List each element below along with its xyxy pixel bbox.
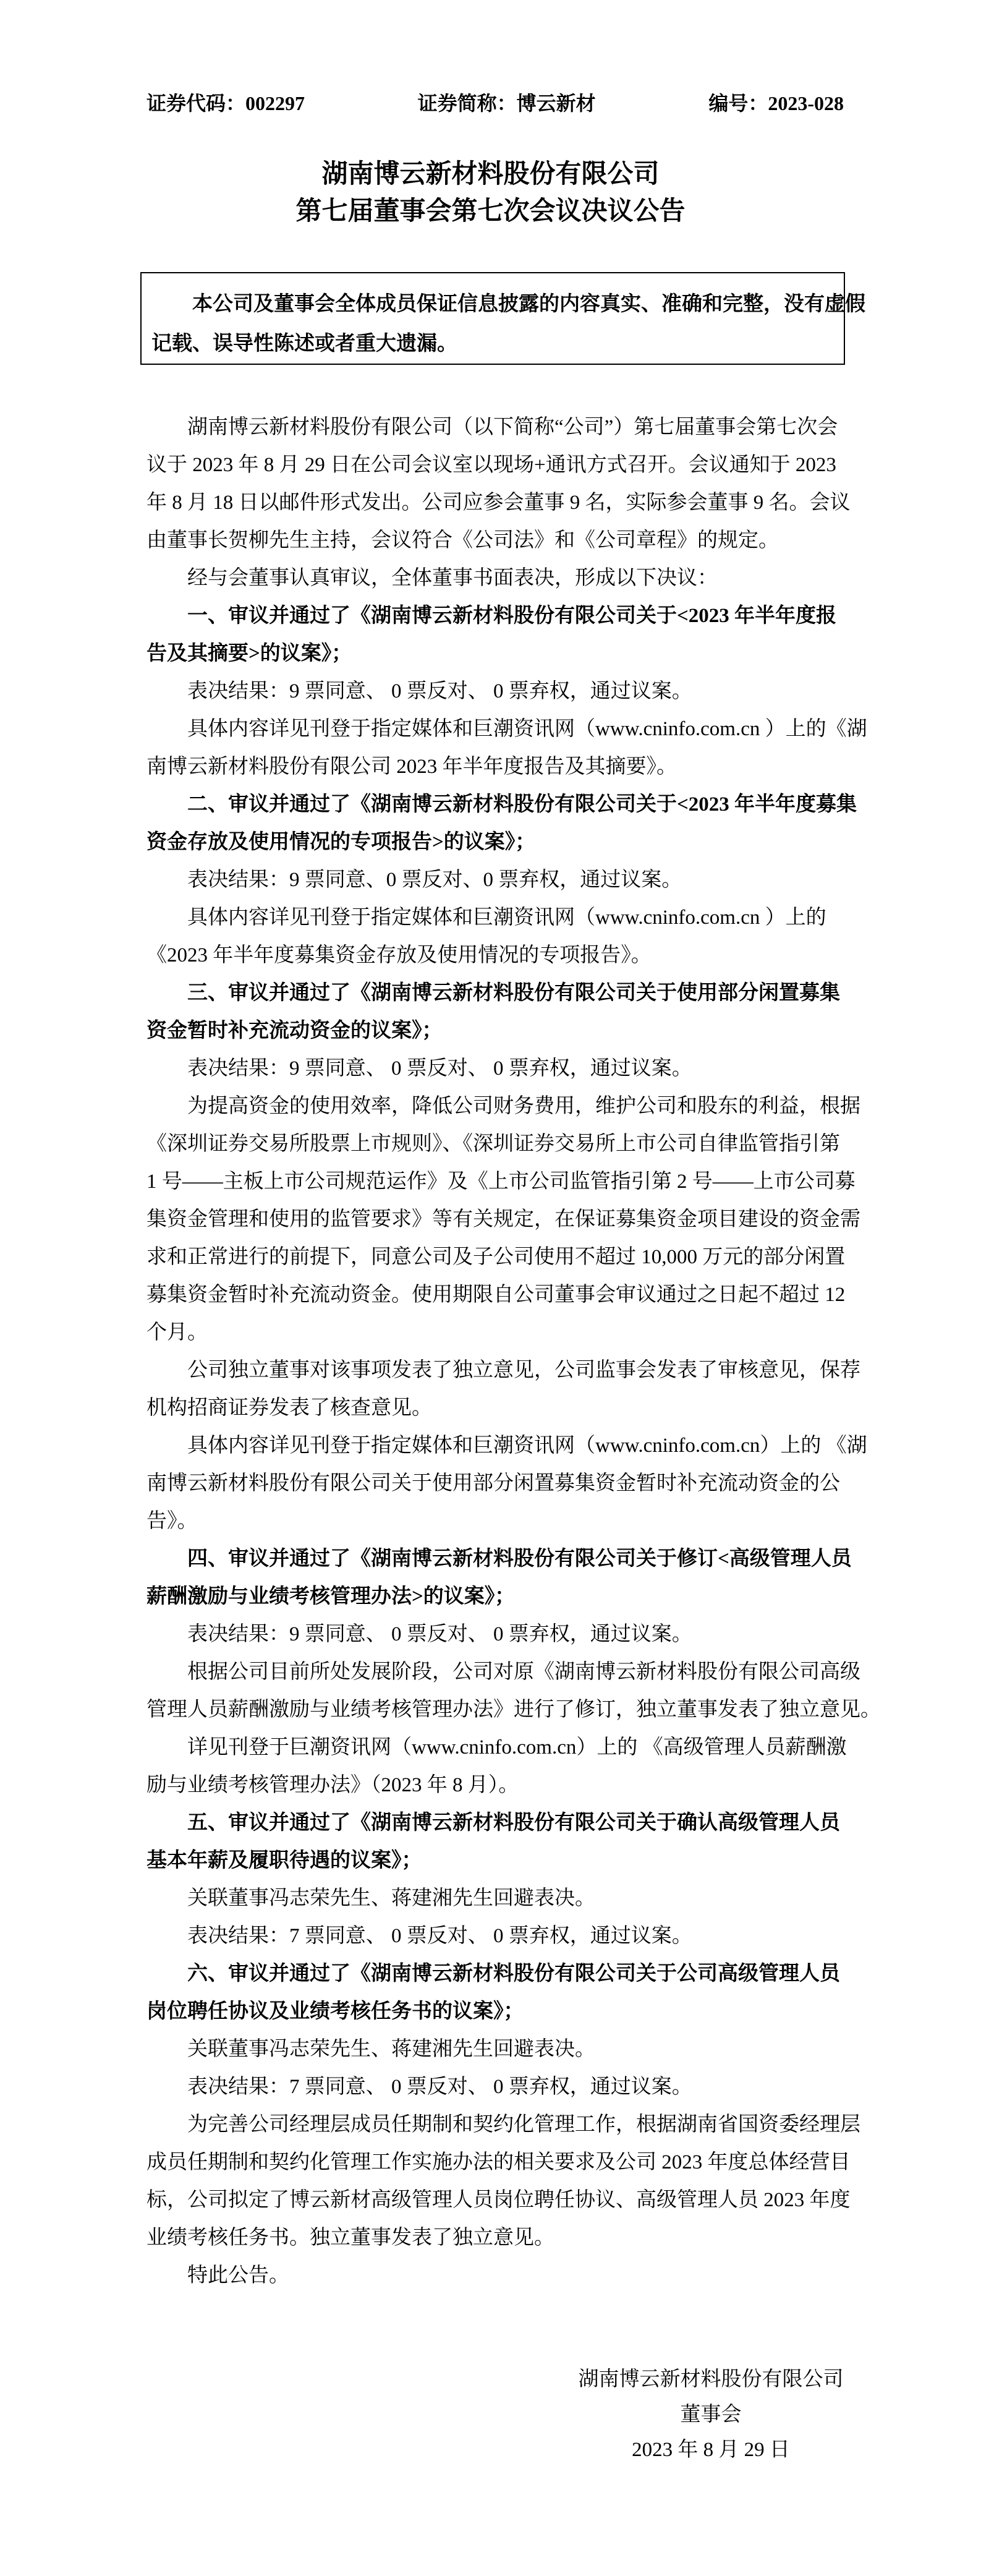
body-line: 成员任期制和契约化管理工作实施办法的相关要求及公司 2023 年度总体经营目: [147, 2151, 851, 2173]
body-line: 1 号——主板上市公司规范运作》及《上市公司监管指引第 2 号——上市公司募: [147, 1171, 856, 1193]
body-line: 募集资金暂时补充流动资金。使用期限自公司董事会审议通过之日起不超过 12: [147, 1284, 846, 1306]
body-line: 湖南博云新材料股份有限公司（以下简称“公司”）第七届董事会第七次会: [187, 416, 838, 438]
body-line: 《2023 年半年度募集资金存放及使用情况的专项报告》。: [147, 944, 652, 966]
body-paragraph: [147, 1653, 881, 1729]
body-paragraph: [147, 1955, 842, 2031]
body-paragraph: [147, 975, 842, 1050]
body-paragraph: [147, 597, 842, 673]
body-line: 五、审议并通过了《湖南博云新材料股份有限公司关于确认高级管理人员: [187, 1812, 840, 1834]
body-paragraph: [147, 1729, 847, 1804]
stock-short-name: 证券简称：博云新材: [417, 92, 596, 114]
body-line: 年 8 月 18 日以邮件形式发出。公司应参会董事 9 名，实际参会董事 9 名。会议: [147, 492, 851, 514]
body-line: 二、审议并通过了《湖南博云新材料股份有限公司关于<2023 年半年度募集: [187, 793, 857, 816]
document-header: [147, 88, 844, 116]
body-paragraph: [147, 560, 842, 597]
signature-company: 湖南博云新材料股份有限公司: [578, 2368, 844, 2390]
body-paragraph: [147, 2106, 860, 2257]
body-paragraph: [147, 409, 851, 560]
body-paragraph: [147, 673, 842, 710]
page-title-company: 湖南博云新材料股份有限公司: [321, 160, 660, 189]
body-line: 告及其摘要>的议案》；: [147, 642, 352, 665]
signature-block: [575, 2362, 847, 2468]
body-paragraph: [147, 1616, 842, 1653]
body-line: 详见刊登于巨潮资讯网（www.cninfo.com.cn）上的 《高级管理人员薪酬激: [187, 1736, 847, 1759]
body-line: 南博云新材料股份有限公司 2023 年半年度报告及其摘要》。: [147, 756, 677, 778]
body-line: 经与会董事认真审议，全体董事书面表决，形成以下决议：: [187, 567, 718, 589]
body: [147, 409, 881, 2295]
body-line: 资金存放及使用情况的专项报告>的议案》；: [147, 831, 536, 853]
body-line: 表决结果：9 票同意、 0 票反对、 0 票弃权，通过议案。: [187, 1623, 692, 1645]
body-paragraph: [147, 899, 842, 975]
body-paragraph: [147, 1880, 842, 1917]
body-line: 求和正常进行的前提下，同意公司及子公司使用不超过 10,000 万元的部分闲置: [147, 1246, 846, 1268]
body-line: 岗位聘任协议及业绩考核任务书的议案》；: [147, 2000, 524, 2023]
body-line: 基本年薪及履职待遇的议案》；: [147, 1849, 422, 1872]
body-paragraph: [147, 861, 842, 899]
body-paragraph: [147, 1427, 867, 1540]
body-line: 励与业绩考核管理办法》（2023 年 8 月）。: [147, 1774, 519, 1796]
body-line: 资金暂时补充流动资金的议案》；: [147, 1020, 443, 1042]
body-line: 表决结果：9 票同意、 0 票反对、 0 票弃权，通过议案。: [187, 1057, 692, 1080]
body-line: 南博云新材料股份有限公司关于使用部分闲置募集资金暂时补充流动资金的公: [147, 1472, 840, 1495]
stock-code: 证券代码：002297: [147, 92, 305, 114]
body-line: 三、审议并通过了《湖南博云新材料股份有限公司关于使用部分闲置募集: [187, 982, 840, 1004]
body-line: 《深圳证券交易所股票上市规则》、《深圳证券交易所上市公司自律监管指引第: [147, 1133, 840, 1155]
body-paragraph: [147, 2031, 842, 2068]
body-line: 告》。: [147, 1510, 198, 1532]
body-line: 关联董事冯志荣先生、蒋建湘先生回避表决。: [187, 2038, 595, 2060]
disclaimer-line: 本公司及董事会全体成员保证信息披露的内容真实、准确和完整，没有虚假: [192, 293, 865, 315]
page-title-meeting: 第七届董事会第七次会议决议公告: [295, 197, 686, 226]
body-line: 根据公司目前所处发展阶段，公司对原《湖南博云新材料股份有限公司高级: [187, 1661, 860, 1683]
body-line: 表决结果：7 票同意、 0 票反对、 0 票弃权，通过议案。: [187, 2076, 692, 2098]
body-line: 为提高资金的使用效率，降低公司财务费用，维护公司和股东的利益，根据: [187, 1095, 860, 1117]
body-paragraph: [147, 1917, 842, 1955]
body-line: 业绩考核任务书。独立董事发表了独立意见。: [147, 2227, 554, 2249]
body-line: 公司独立董事对该事项发表了独立意见，公司监事会发表了审核意见，保荐: [187, 1359, 860, 1381]
signature-board: 董事会: [680, 2403, 742, 2426]
disclaimer-line: 记载、误导性陈述或者重大遗漏。: [151, 333, 457, 355]
body-line: 标，公司拟定了博云新材高级管理人员岗位聘任协议、高级管理人员 2023 年度: [147, 2189, 851, 2211]
body-paragraph: [147, 1804, 842, 1880]
body-paragraph: [147, 1540, 852, 1616]
doc-number: 编号：2023-028: [708, 92, 844, 114]
body-line: 议于 2023 年 8 月 29 日在公司会议室以现场+通讯方式召开。会议通知于 2023: [147, 454, 836, 476]
body-line: 表决结果：9 票同意、0 票反对、0 票弃权，通过议案。: [187, 869, 682, 891]
body-line: 具体内容详见刊登于指定媒体和巨潮资讯网（www.cninfo.com.cn）上的 《湖: [187, 1435, 867, 1457]
body-paragraph: [147, 1050, 842, 1088]
body-line: 集资金管理和使用的监管要求》等有关规定，在保证募集资金项目建设的资金需: [147, 1208, 860, 1230]
disclaimer-box: [140, 272, 865, 365]
body-paragraph: [147, 786, 857, 861]
body-line: 六、审议并通过了《湖南博云新材料股份有限公司关于公司高级管理人员: [187, 1963, 840, 1985]
body-line: 表决结果：7 票同意、 0 票反对、 0 票弃权，通过议案。: [187, 1925, 692, 1947]
body-line: 薪酬激励与业绩考核管理办法>的议案》；: [147, 1585, 516, 1608]
body-paragraph: [147, 2257, 842, 2295]
body-line: 具体内容详见刊登于指定媒体和巨潮资讯网（www.cninfo.com.cn ）上的: [187, 906, 826, 929]
body-line: 表决结果：9 票同意、 0 票反对、 0 票弃权，通过议案。: [187, 680, 692, 702]
body-line: 为完善公司经理层成员任期制和契约化管理工作，根据湖南省国资委经理层: [187, 2113, 860, 2136]
body-line: 具体内容详见刊登于指定媒体和巨潮资讯网（www.cninfo.com.cn ）上的《湖: [187, 718, 867, 740]
body-paragraph: [147, 710, 867, 786]
body-line: 管理人员薪酬激励与业绩考核管理办法》进行了修订，独立董事发表了独立意见。: [147, 1699, 881, 1721]
body-line: 特此公告。: [187, 2264, 289, 2287]
body-line: 四、审议并通过了《湖南博云新材料股份有限公司关于修订<高级管理人员: [187, 1548, 852, 1570]
signature-date: 2023 年 8 月 29 日: [632, 2439, 790, 2461]
body-line: 由董事长贺柳先生主持，会议符合《公司法》和《公司章程》的规定。: [147, 529, 779, 552]
body-paragraph: [147, 2068, 842, 2106]
body-paragraph: [147, 1088, 860, 1352]
body-line: 关联董事冯志荣先生、蒋建湘先生回避表决。: [187, 1887, 595, 1909]
body-line: 个月。: [147, 1321, 208, 1344]
body-line: 机构招商证券发表了核查意见。: [147, 1397, 432, 1419]
body-line: 一、审议并通过了《湖南博云新材料股份有限公司关于<2023 年半年度报: [187, 605, 837, 627]
body-paragraph: [147, 1352, 860, 1427]
